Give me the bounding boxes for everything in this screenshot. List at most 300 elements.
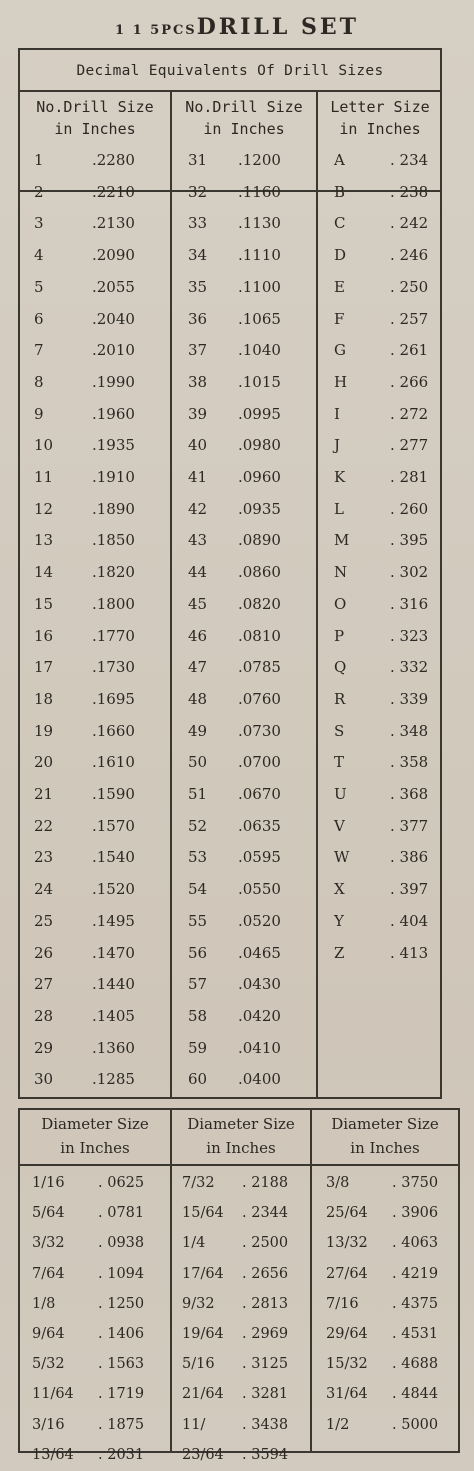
table-row — [34, 334, 164, 366]
table-row — [32, 1168, 166, 1198]
table-row — [34, 841, 164, 873]
size-label: B — [334, 182, 346, 201]
table-row — [188, 620, 312, 652]
table-row — [182, 1410, 306, 1440]
size-label: 38 — [188, 372, 208, 391]
table-row — [188, 1000, 312, 1032]
table-row — [34, 873, 164, 905]
table-row — [34, 144, 164, 176]
table-row — [182, 1379, 306, 1409]
col-header-line: in Inches — [350, 1139, 420, 1157]
size-label: U — [334, 785, 347, 803]
decimal-value: . 242 — [390, 214, 429, 233]
size-label: 58 — [188, 1006, 208, 1025]
decimal-value: .1520 — [92, 880, 135, 899]
size-label: 19 — [34, 721, 54, 740]
table-row — [188, 271, 312, 303]
size-label: 8 — [34, 372, 44, 391]
table-row — [188, 556, 312, 588]
decimal-value: .1610 — [92, 753, 135, 772]
table-row — [188, 778, 312, 810]
size-label: 22 — [34, 816, 54, 835]
decimal-value: .0760 — [238, 689, 281, 708]
size-label: 36 — [188, 309, 208, 328]
size-label: 28 — [34, 1006, 54, 1025]
table-row — [32, 1379, 166, 1409]
size-label: 1/2 — [326, 1416, 350, 1433]
table-row — [182, 1259, 306, 1289]
decimal-value: . 5000 — [392, 1416, 439, 1433]
size-label: 4 — [34, 246, 44, 265]
table-row — [334, 683, 438, 715]
size-label: Q — [334, 658, 347, 677]
size-label: 16 — [34, 626, 54, 645]
table-row — [334, 778, 438, 810]
decimal-value: .1130 — [238, 214, 281, 233]
table-row — [188, 334, 312, 366]
size-label: 42 — [188, 499, 208, 518]
size-label: 23 — [34, 848, 54, 867]
decimal-value: . 2813 — [242, 1295, 289, 1312]
size-label: 7 — [34, 341, 44, 360]
decimal-value: .1200 — [238, 151, 281, 169]
size-label: 59 — [188, 1038, 208, 1057]
table-row — [326, 1379, 456, 1409]
size-label: 46 — [188, 626, 208, 645]
decimal-value: .0465 — [238, 943, 281, 962]
table-row — [334, 556, 438, 588]
size-label: K — [334, 468, 346, 486]
table-row — [326, 1198, 456, 1228]
col-header-line: in Inches — [203, 120, 285, 138]
size-label: I — [334, 404, 340, 423]
table-row — [334, 620, 438, 652]
size-label: 14 — [34, 563, 54, 582]
size-label: 7/64 — [32, 1265, 65, 1282]
size-label: 9/64 — [32, 1326, 65, 1342]
table-row — [334, 239, 438, 271]
col-header-diameter-2 — [172, 1112, 310, 1164]
size-label: 9/32 — [182, 1295, 215, 1312]
size-label: 19/64 — [182, 1326, 224, 1342]
size-label: 3/32 — [32, 1235, 65, 1252]
table-row — [334, 937, 438, 969]
title-main: DRILL SET — [196, 14, 359, 40]
table-row — [34, 968, 164, 1000]
col-header-diameter-1 — [20, 1112, 170, 1164]
decimal-value: .0810 — [238, 626, 281, 645]
table-row — [188, 144, 312, 176]
table-row — [188, 683, 312, 715]
size-label: 18 — [34, 689, 54, 708]
decimal-value: . 1563 — [98, 1356, 145, 1373]
table-row — [32, 1228, 166, 1258]
size-label: 20 — [34, 753, 54, 772]
decimal-value: .1990 — [92, 372, 135, 391]
size-label: 1/4 — [182, 1235, 206, 1252]
decimal-value: . 3281 — [242, 1386, 289, 1403]
size-label: P — [334, 626, 345, 645]
table-row — [188, 398, 312, 430]
decimal-value: .0820 — [238, 594, 281, 613]
table-row — [34, 715, 164, 747]
decimal-value: .0400 — [238, 1070, 281, 1089]
size-label: 27 — [34, 975, 54, 994]
decimal-value: . 3125 — [242, 1356, 289, 1373]
table-row — [32, 1349, 166, 1379]
decimal-value: . 250 — [390, 277, 429, 296]
table-row — [188, 461, 312, 493]
decimal-value: . 2656 — [242, 1265, 289, 1282]
size-label: 43 — [188, 531, 208, 550]
decimal-value: .0730 — [238, 721, 281, 740]
table-row — [334, 334, 438, 366]
table-row — [334, 429, 438, 461]
size-label: 30 — [34, 1070, 54, 1089]
table-row — [32, 1259, 166, 1289]
size-label: 17/64 — [182, 1265, 224, 1282]
table-row — [188, 715, 312, 747]
size-label: 15/64 — [182, 1205, 224, 1222]
size-label: 44 — [188, 563, 208, 582]
decimal-value: . 1875 — [98, 1416, 145, 1433]
table-row — [34, 905, 164, 937]
size-label: D — [334, 246, 347, 265]
decimal-value: . 260 — [390, 499, 429, 518]
size-label: 56 — [188, 943, 208, 962]
size-label: 15 — [34, 594, 54, 613]
size-label: Z — [334, 943, 345, 962]
decimal-value: .0550 — [238, 880, 281, 899]
table-row — [34, 556, 164, 588]
table-row — [182, 1319, 306, 1349]
size-label: 25 — [34, 911, 54, 930]
decimal-equivalents-table — [18, 48, 442, 1099]
decimal-value: .2010 — [92, 341, 135, 360]
size-label: 29 — [34, 1038, 54, 1057]
table-row — [34, 1032, 164, 1064]
table-row — [326, 1319, 456, 1349]
diameter-size-table — [18, 1108, 460, 1463]
table-row — [34, 810, 164, 842]
table-row — [326, 1289, 456, 1319]
table-row — [334, 303, 438, 335]
decimal-value: . 395 — [390, 531, 429, 550]
decimal-value: .1160 — [238, 182, 281, 201]
table-row — [326, 1168, 456, 1198]
decimal-value: .1040 — [238, 341, 281, 360]
size-label: 1/8 — [32, 1295, 56, 1312]
table-row — [34, 271, 164, 303]
col-header-diameter-3 — [312, 1112, 458, 1164]
decimal-value: . 3750 — [392, 1175, 439, 1191]
decimal-value: .0520 — [238, 911, 281, 930]
table-row — [34, 303, 164, 335]
decimal-value: .1100 — [238, 277, 281, 296]
decimal-value: .0980 — [238, 436, 281, 455]
size-label: 24 — [34, 880, 54, 899]
table-row — [334, 366, 438, 398]
table-row — [188, 651, 312, 683]
size-label: G — [334, 341, 346, 360]
size-label: 51 — [188, 785, 208, 803]
table-row — [34, 429, 164, 461]
decimal-value: .1405 — [92, 1006, 135, 1025]
table-row — [32, 1319, 166, 1349]
table-row — [34, 1063, 164, 1095]
table-row — [34, 493, 164, 525]
size-label: V — [334, 816, 345, 835]
decimal-value: .1065 — [238, 309, 281, 328]
table-row — [334, 144, 438, 176]
decimal-value: .1495 — [92, 911, 135, 930]
size-label: 23/64 — [182, 1446, 224, 1463]
size-label: 52 — [188, 816, 208, 835]
size-label: F — [334, 309, 345, 328]
size-label: 31 — [188, 151, 208, 169]
decimal-value: .1800 — [92, 594, 135, 613]
size-label: 21/64 — [182, 1386, 224, 1403]
decimal-value: . 404 — [390, 911, 429, 930]
table-row — [34, 176, 164, 208]
decimal-value: . 246 — [390, 246, 429, 265]
table-row — [188, 524, 312, 556]
size-label: 55 — [188, 911, 208, 930]
decimal-value: .0430 — [238, 975, 281, 994]
size-label: 49 — [188, 721, 208, 740]
decimal-value: . 1406 — [98, 1326, 145, 1342]
size-label: 11 — [34, 468, 54, 486]
col-header-line: in Inches — [206, 1139, 276, 1157]
table-row — [334, 873, 438, 905]
col-header-line: No.Drill Size — [36, 98, 154, 116]
table-caption: Decimal Equivalents Of Drill Sizes — [20, 50, 440, 92]
decimal-value: . 3594 — [242, 1446, 289, 1463]
decimal-value: . 281 — [390, 468, 429, 486]
page-title — [0, 14, 474, 40]
col-header-line: Diameter Size — [331, 1115, 439, 1133]
size-label: O — [334, 594, 347, 613]
table-row — [34, 1000, 164, 1032]
size-label: 39 — [188, 404, 208, 423]
table-row — [334, 715, 438, 747]
size-label: 15/32 — [326, 1356, 368, 1373]
decimal-value: . 2500 — [242, 1235, 289, 1252]
decimal-value: .2040 — [92, 309, 135, 328]
table-row — [188, 746, 312, 778]
decimal-value: .1015 — [238, 372, 281, 391]
size-label: 5 — [34, 277, 44, 296]
size-label: T — [334, 753, 345, 772]
size-label: 33 — [188, 214, 208, 233]
decimal-value: .1960 — [92, 404, 135, 423]
size-label: 2 — [34, 182, 44, 201]
table-row — [182, 1228, 306, 1258]
decimal-value: . 4219 — [392, 1265, 439, 1282]
size-label: S — [334, 721, 345, 740]
title-prefix: 1 1 5PCS — [115, 23, 197, 38]
size-label: 32 — [188, 182, 208, 201]
table-row — [188, 176, 312, 208]
size-label: 12 — [34, 499, 54, 518]
table-row — [188, 429, 312, 461]
size-label: 35 — [188, 277, 208, 296]
col-header-line: No.Drill Size — [185, 98, 303, 116]
decimal-value: .0935 — [238, 499, 281, 518]
table-row — [182, 1198, 306, 1228]
decimal-value: . 277 — [390, 436, 429, 455]
size-label: 7/32 — [182, 1175, 215, 1191]
table-row — [188, 493, 312, 525]
decimal-value: . 1719 — [98, 1386, 145, 1403]
decimal-value: .1850 — [92, 531, 135, 550]
decimal-value: .1770 — [92, 626, 135, 645]
decimal-value: . 0625 — [98, 1175, 145, 1191]
col-header-line: in Inches — [60, 1139, 130, 1157]
decimal-value: .2055 — [92, 277, 135, 296]
size-label: 57 — [188, 975, 208, 994]
decimal-value: .0420 — [238, 1006, 281, 1025]
size-label: 13/64 — [32, 1446, 74, 1463]
decimal-value: .0670 — [238, 785, 281, 803]
decimal-value: . 261 — [390, 341, 429, 360]
size-label: 53 — [188, 848, 208, 867]
decimal-value: . 386 — [390, 848, 429, 867]
decimal-value: . 1250 — [98, 1295, 145, 1312]
table-row — [188, 303, 312, 335]
size-label: W — [334, 848, 350, 867]
header-divider — [20, 1164, 458, 1166]
table-row — [34, 398, 164, 430]
size-label: C — [334, 214, 346, 233]
size-label: 29/64 — [326, 1326, 368, 1342]
table-row — [334, 841, 438, 873]
size-label: 1 — [34, 151, 44, 169]
decimal-value: . 2188 — [242, 1175, 289, 1191]
size-label: E — [334, 277, 345, 296]
table-row — [188, 937, 312, 969]
table-row — [34, 937, 164, 969]
decimal-value: . 2969 — [242, 1326, 289, 1342]
table-row — [188, 905, 312, 937]
table-row — [34, 620, 164, 652]
column-divider — [316, 92, 318, 1097]
decimal-value: . 234 — [390, 151, 429, 169]
decimal-value: .2210 — [92, 182, 135, 201]
size-label: 54 — [188, 880, 208, 899]
decimal-value: . 339 — [390, 689, 429, 708]
size-label: 41 — [188, 468, 208, 486]
table-row — [182, 1289, 306, 1319]
size-label: 1/16 — [32, 1175, 65, 1191]
decimal-value: . 4688 — [392, 1356, 439, 1373]
table-row — [188, 873, 312, 905]
decimal-value: .1695 — [92, 689, 135, 708]
table-row — [32, 1289, 166, 1319]
decimal-value: . 3438 — [242, 1416, 289, 1433]
decimal-value: . 2031 — [98, 1446, 145, 1463]
decimal-value: .0410 — [238, 1038, 281, 1057]
decimal-value: . 266 — [390, 372, 429, 391]
decimal-value: . 348 — [390, 721, 429, 740]
size-label: 3 — [34, 214, 44, 233]
decimal-value: . 413 — [390, 943, 429, 962]
decimal-value: .0595 — [238, 848, 281, 867]
table-row — [32, 1410, 166, 1440]
size-label: 11/64 — [32, 1386, 74, 1403]
col-header-line: Diameter Size — [187, 1115, 295, 1133]
size-label: 34 — [188, 246, 208, 265]
table-row — [334, 905, 438, 937]
size-label: 17 — [34, 658, 54, 677]
decimal-value: .1820 — [92, 563, 135, 582]
table-row — [188, 968, 312, 1000]
size-label: 50 — [188, 753, 208, 772]
table-row — [326, 1259, 456, 1289]
decimal-value: .1440 — [92, 975, 135, 994]
size-label: 26 — [34, 943, 54, 962]
size-label: 40 — [188, 436, 208, 455]
table-row — [182, 1440, 306, 1470]
size-label: H — [334, 372, 348, 391]
size-label: 31/64 — [326, 1386, 368, 1403]
table-row — [34, 366, 164, 398]
decimal-value: . 332 — [390, 658, 429, 677]
size-label: 60 — [188, 1070, 208, 1089]
decimal-value: . 4531 — [392, 1326, 439, 1342]
size-label: 3/16 — [32, 1416, 65, 1433]
decimal-value: .1570 — [92, 816, 135, 835]
decimal-value: .0890 — [238, 531, 281, 550]
decimal-value: . 302 — [390, 563, 429, 582]
size-label: 9 — [34, 404, 44, 423]
table-row — [334, 588, 438, 620]
decimal-value: . 0938 — [98, 1235, 145, 1252]
decimal-value: .1540 — [92, 848, 135, 867]
size-label: 47 — [188, 658, 208, 677]
size-label: J — [334, 436, 341, 455]
size-label: R — [334, 689, 346, 708]
table-row — [326, 1349, 456, 1379]
size-label: A — [334, 151, 345, 169]
table-row — [34, 778, 164, 810]
size-label: 45 — [188, 594, 208, 613]
col-header-line: in Inches — [339, 120, 421, 138]
table-row — [334, 810, 438, 842]
decimal-value: .1910 — [92, 468, 135, 486]
decimal-value: . 0781 — [98, 1205, 145, 1222]
decimal-value: . 323 — [390, 626, 429, 645]
table-row — [34, 207, 164, 239]
col-header-line: Diameter Size — [41, 1115, 149, 1133]
size-label: 3/8 — [326, 1175, 350, 1191]
size-label: M — [334, 531, 350, 550]
table-row — [334, 461, 438, 493]
decimal-value: .0635 — [238, 816, 281, 835]
table-row — [334, 398, 438, 430]
table-row — [334, 746, 438, 778]
size-label: 25/64 — [326, 1205, 368, 1222]
decimal-value: .1360 — [92, 1038, 135, 1057]
decimal-value: . 4375 — [392, 1295, 439, 1312]
decimal-value: .1660 — [92, 721, 135, 740]
decimal-value: .2090 — [92, 246, 135, 265]
col-header-line: Letter Size — [330, 98, 430, 116]
decimal-value: . 3906 — [392, 1205, 439, 1222]
size-label: 10 — [34, 436, 54, 455]
decimal-value: .0700 — [238, 753, 281, 772]
size-label: 7/16 — [326, 1295, 359, 1312]
